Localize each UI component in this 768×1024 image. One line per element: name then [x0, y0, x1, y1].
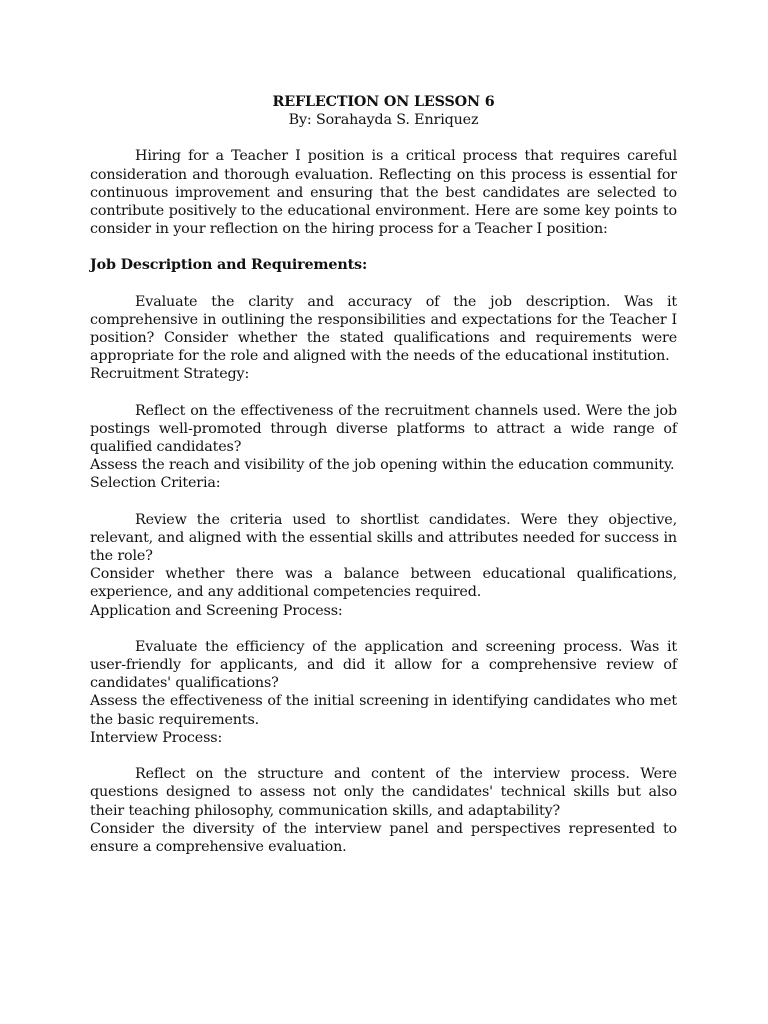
selection-paragraph: Review the criteria used to shortlist candidates. Were they objective, relevant, and aligned with the essential skills and attributes needed for success in the role?	[90, 511, 677, 565]
document-author: By: Sorahayda S. Enriquez	[288, 112, 479, 129]
interview-followup: Consider the diversity of the interview panel and perspectives represented to ensure a comprehensive evaluation.	[90, 820, 677, 855]
recruitment-label: Recruitment Strategy:	[90, 366, 250, 383]
intro-paragraph: Hiring for a Teacher I position is a critical process that requires careful consideration and thorough evaluation. Reflecting on this process is essential for continuous improvement and ensuring that the best candidates are selected to contribute positively to the educational environment. Here are some key points to consider in your reflection on the hiring process for a Teacher I position:	[90, 148, 677, 238]
document-title: REFLECTION ON LESSON 6	[272, 94, 495, 110]
interview-label: Interview Process:	[90, 729, 223, 746]
job-description-heading: Job Description and Requirements:	[90, 257, 368, 274]
job-description-paragraph: Evaluate the clarity and accuracy of the job description. Was it comprehensive in outlining the responsibilities and expectations for the Teacher I position? Consider whether the stated qualifications and requirements were appropriate for the role and aligned with the needs of the educational institution.	[90, 293, 677, 365]
interview-paragraph: Reflect on the structure and content of the interview process. Were questions designed to assess not only the candidates' technical skills but also their teaching philosophy, communication skills, and adaptability?	[90, 766, 677, 819]
recruitment-paragraph: Reflect on the effectiveness of the recruitment channels used. Were the job postings well-promoted through diverse platforms to attract a wide range of qualified candidates?	[90, 402, 677, 456]
selection-followup: Consider whether there was a balance between educational qualifications, experience, and any additional competencies required.	[90, 566, 677, 601]
recruitment-followup: Assess the reach and visibility of the job opening within the education community.	[90, 457, 675, 474]
application-paragraph: Evaluate the efficiency of the application and screening process. Was it user-friendly for applicants, and did it allow for a comprehensive review of candidates' qualifications?	[90, 638, 677, 692]
application-followup: Assess the effectiveness of the initial screening in identifying candidates who met the basic requirements.	[90, 693, 677, 728]
document-page	[90, 93, 677, 856]
application-label: Application and Screening Process:	[90, 602, 343, 619]
selection-label: Selection Criteria:	[90, 475, 221, 492]
